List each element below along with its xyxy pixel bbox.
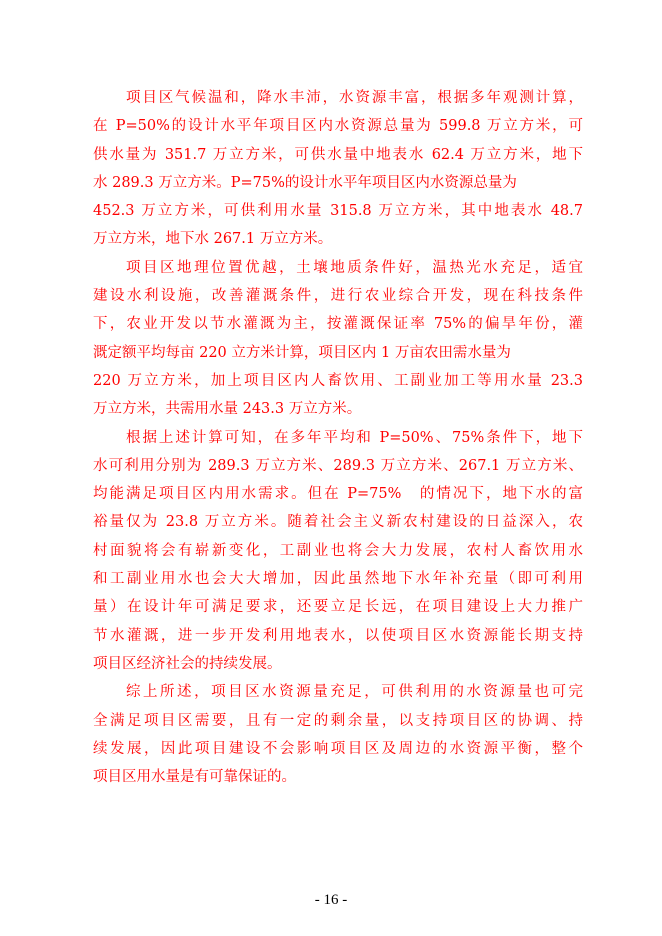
text-line: 均能满足项目区内用水需求。但在 P=75% 的情况下，地下水的富 [93,486,583,503]
text-line: 供水量为 351.7 万立方米，可供水量中地表水 62.4 万立方米，地下 [93,146,583,163]
text-line: 根据上述计算可知，在多年平均和 P=50%、75%条件下，地下 [126,429,583,446]
text-line: 全满足项目区需要，且有一定的剩余量，以支持项目区的协调、持 [93,712,583,729]
text-line: 下，农业开发以节水灌溉为主，按灌溉保证率 75%的偏旱年份，灌 [93,316,583,333]
text-line: 续发展，因此项目建设不会影响项目区及周边的水资源平衡，整个 [93,740,583,757]
text-line: 裕量仅为 23.8 万立方米。随着社会主义新农村建设的日益深入，农 [93,514,583,531]
text-line: 项目区用水量是有可靠保证的。 [93,769,296,786]
body-text [93,84,583,791]
text-line: 452.3 万立方米，可供利用水量 315.8 万立方米，其中地表水 48.7 [93,203,583,220]
text-line: 在 P=50%的设计水平年项目区内水资源总量为 599.8 万立方米，可 [93,118,583,135]
text-line: 综上所述，项目区水资源量充足，可供利用的水资源量也可完 [126,684,583,701]
text-line: 村面貌将会有崭新变化，工副业也将会大力发展，农村人畜饮用水 [93,542,583,559]
text-line: 水可利用分别为 289.3 万立方米、289.3 万立方米、267.1 万立方米、 [93,457,583,474]
text-line: 溉定额平均每亩 220 立方米计算，项目区内 1 万亩农田需水量为 [93,344,511,361]
page-number: - 16 - [314,892,348,908]
text-line: 项目区经济社会的持续发展。 [93,655,282,672]
text-line: 万立方米，地下水 267.1 万立方米。 [93,231,333,248]
text-line: 水 289.3 万立方米。P=75%的设计水平年项目区内水资源总量为 [93,174,517,191]
text-line: 和工副业用水也会大大增加，因此虽然地下水年补充量（即可利用 [93,571,583,588]
text-line: 项目区气候温和，降水丰沛，水资源丰富，根据多年观测计算， [126,90,583,106]
text-line: 量）在设计年可满足要求，还要立足长远，在项目建设上大力推广 [93,599,583,616]
text-line: 建设水利设施，改善灌溉条件，进行农业综合开发，现在科技条件 [93,288,583,305]
text-line: 节水灌溉，进一步开发利用地表水，以使项目区水资源能长期支持 [93,627,583,644]
text-line: 220 万立方米，加上项目区内人畜饮用、工副业加工等用水量 23.3 [93,372,583,389]
text-line: 项目区地理位置优越，土壤地质条件好，温热光水充足，适宜 [126,259,583,276]
text-line: 万立方米，共需用水量 243.3 万立方米。 [93,401,362,418]
